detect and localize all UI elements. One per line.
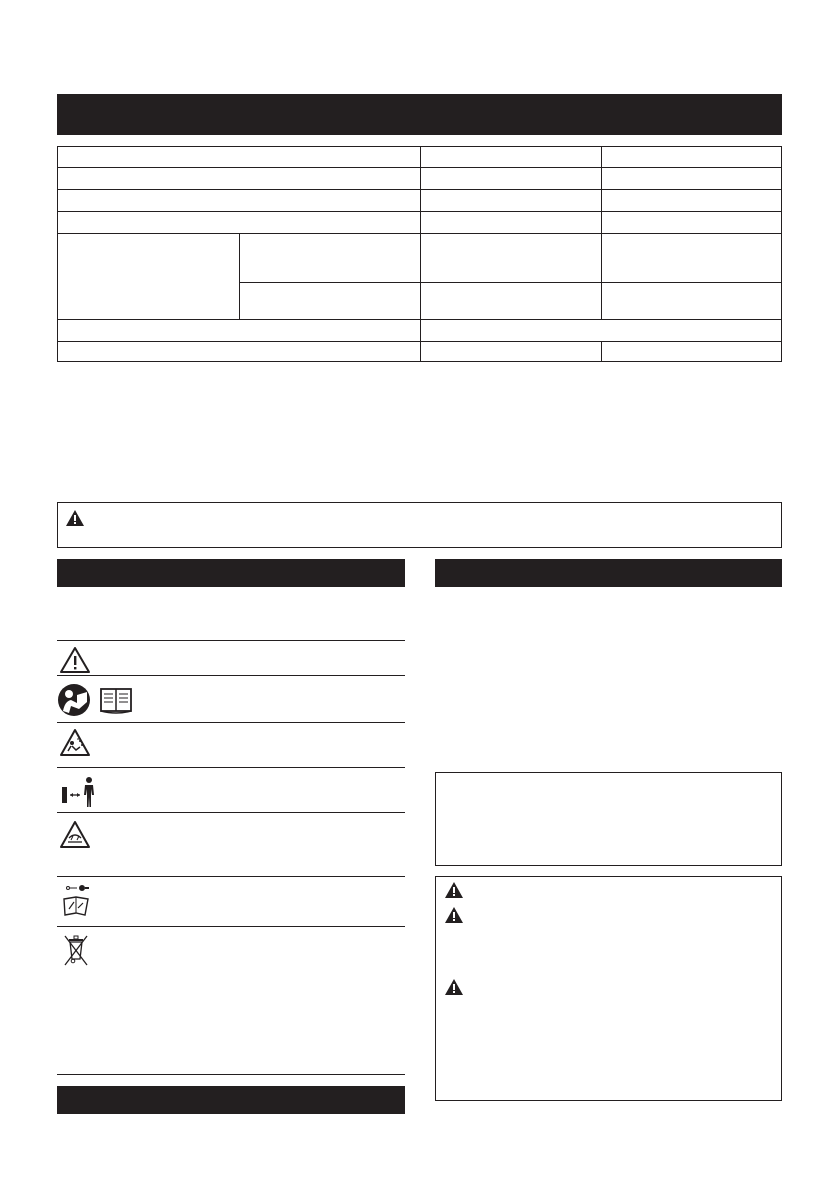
symbols-heading-bar (57, 559, 405, 587)
spec-value (601, 341, 782, 362)
spec-value (601, 233, 782, 283)
divider (57, 926, 405, 927)
spec-label (57, 319, 421, 342)
spec-sublabel (239, 282, 421, 320)
spec-value (601, 211, 782, 234)
divider (57, 675, 405, 676)
spec-label (57, 189, 421, 212)
spec-label (57, 146, 421, 168)
divider (57, 722, 405, 723)
keep-distance-icon (61, 776, 97, 808)
read-manual-icon (57, 683, 133, 717)
spec-value (420, 233, 602, 283)
spec-value (420, 341, 602, 362)
warning-triangle-icon (445, 979, 463, 995)
note-box (435, 772, 782, 866)
spec-value (601, 167, 782, 190)
spec-value (601, 282, 782, 320)
spec-value (420, 211, 602, 234)
page-title-bar (57, 94, 782, 135)
spec-value (420, 319, 782, 342)
maintenance-manual-icon (61, 884, 91, 918)
bottom-left-heading-bar (57, 1086, 405, 1114)
spec-label (57, 233, 240, 320)
warnings-box (435, 876, 782, 1101)
divider (57, 767, 405, 768)
spec-value (420, 167, 602, 190)
spec-sublabel (239, 233, 421, 283)
divider (57, 1074, 405, 1075)
crossed-bin-icon (62, 933, 90, 967)
cutting-hazard-icon (59, 820, 91, 850)
spec-label (57, 211, 421, 234)
divider (57, 812, 405, 813)
warning-triangle-icon (445, 907, 463, 923)
warning-triangle-icon (66, 510, 84, 526)
spec-label (57, 167, 421, 190)
divider (57, 640, 405, 641)
spec-value (420, 189, 602, 212)
warning-box (57, 502, 782, 548)
divider (57, 876, 405, 877)
spec-label (57, 341, 421, 362)
spec-value (420, 146, 602, 168)
spec-value (601, 146, 782, 168)
right-heading-bar (435, 559, 782, 587)
spec-value (601, 189, 782, 212)
warning-triangle-icon (445, 882, 463, 898)
spec-value (420, 282, 602, 320)
flying-objects-hazard-icon (59, 728, 91, 758)
caution-triangle-icon (59, 646, 91, 674)
